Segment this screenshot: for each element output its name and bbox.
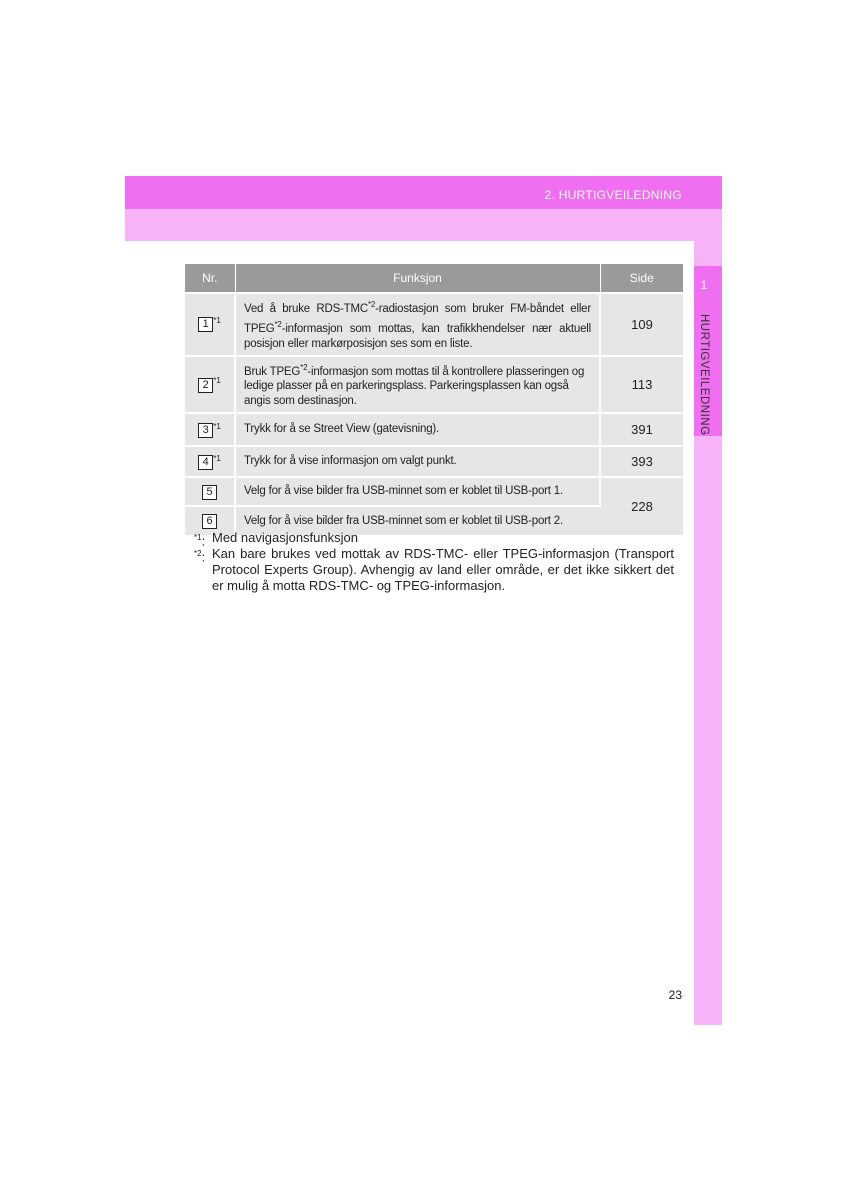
column-header-page: Side [600, 264, 683, 293]
row-number-cell [185, 293, 235, 356]
function-text: -radiostasjon som bruker FM-båndet eller TPEG [244, 302, 592, 335]
page-cell: 113 [600, 356, 683, 414]
table-row [185, 293, 683, 356]
footnotes [194, 530, 674, 594]
footnote-marker: $^{*2}$: [194, 549, 206, 565]
number-box: 4 [198, 455, 213, 470]
function-cell: Velg for å vise bilder fra USB-minnet som er koblet til USB-port 2. [235, 506, 600, 535]
footnote-marker: $^{*1}$: [194, 533, 206, 549]
function-cell [235, 356, 600, 414]
function-text: Bruk TPEG [244, 365, 301, 378]
page-cell: 109 [600, 293, 683, 356]
number-box: 5 [202, 485, 217, 500]
function-cell: Trykk for å vise informasjon om valgt punkt. [235, 446, 600, 477]
row-number-cell [185, 356, 235, 414]
number-box: 1 [198, 317, 213, 332]
number-box: 3 [198, 423, 213, 438]
function-cell: Velg for å vise bilder fra USB-minnet som er koblet til USB-port 1. [235, 477, 600, 506]
header-subband [125, 209, 722, 241]
table-row [185, 477, 683, 506]
footnote-mark: *1 [213, 376, 221, 386]
column-header-function: Funksjon [235, 264, 600, 293]
page-cell: 393 [600, 446, 683, 477]
chapter-number: 1 [700, 278, 708, 292]
footnote-text: Med navigasjonsfunksjon [212, 530, 358, 545]
section-title: 2. HURTIGVEILEDNING [544, 188, 682, 202]
footnote-text: Kan bare brukes ved mottak av RDS-TMC- eller TPEG-informasjon (Transport Protocol Experts Group). Avhengig av land eller område, er det ikke sikkert det er mulig å motta RDS-TMC- og TPEG-informasjon. [212, 546, 674, 593]
row-number-cell [185, 446, 235, 477]
function-text: Ved å bruke RDS-TMC [244, 302, 368, 315]
row-number-cell [185, 477, 235, 506]
function-cell: Trykk for å se Street View (gatevisning). [235, 413, 600, 446]
row-number-cell [185, 413, 235, 446]
page-number: 23 [668, 988, 682, 1002]
function-cell [235, 293, 600, 356]
page-cell: 228 [600, 477, 683, 535]
function-table [185, 264, 683, 535]
footnote [194, 530, 674, 549]
footnote-mark: *1 [213, 421, 221, 431]
footnote-mark: *2 [274, 319, 282, 329]
footnote-mark: *2 [367, 300, 376, 309]
number-box: 2 [198, 378, 213, 393]
table-row [185, 446, 683, 477]
column-header-nr: Nr. [185, 264, 235, 293]
number-box: 6 [202, 514, 217, 529]
footnote-mark: *1 [213, 453, 221, 463]
footnote-mark: *1 [213, 316, 221, 326]
table-row [185, 356, 683, 414]
page-cell: 391 [600, 413, 683, 446]
footnote-mark: *2 [300, 362, 308, 372]
table-row [185, 413, 683, 446]
footnote [194, 546, 674, 594]
table-header-row [185, 264, 683, 293]
side-chapter-label: HURTIGVEILEDNING [698, 314, 710, 436]
function-text: -informasjon som mottas, kan trafikkhendelser nær aktuell posisjon eller markørposisjon ses som en liste. [244, 322, 591, 350]
function-text: -informasjon som mottas til å kontrollere plasseringen og ledige plasser på en parkeringsplass. Parkeringsplassen kan også angis som destinasjon. [244, 365, 585, 408]
